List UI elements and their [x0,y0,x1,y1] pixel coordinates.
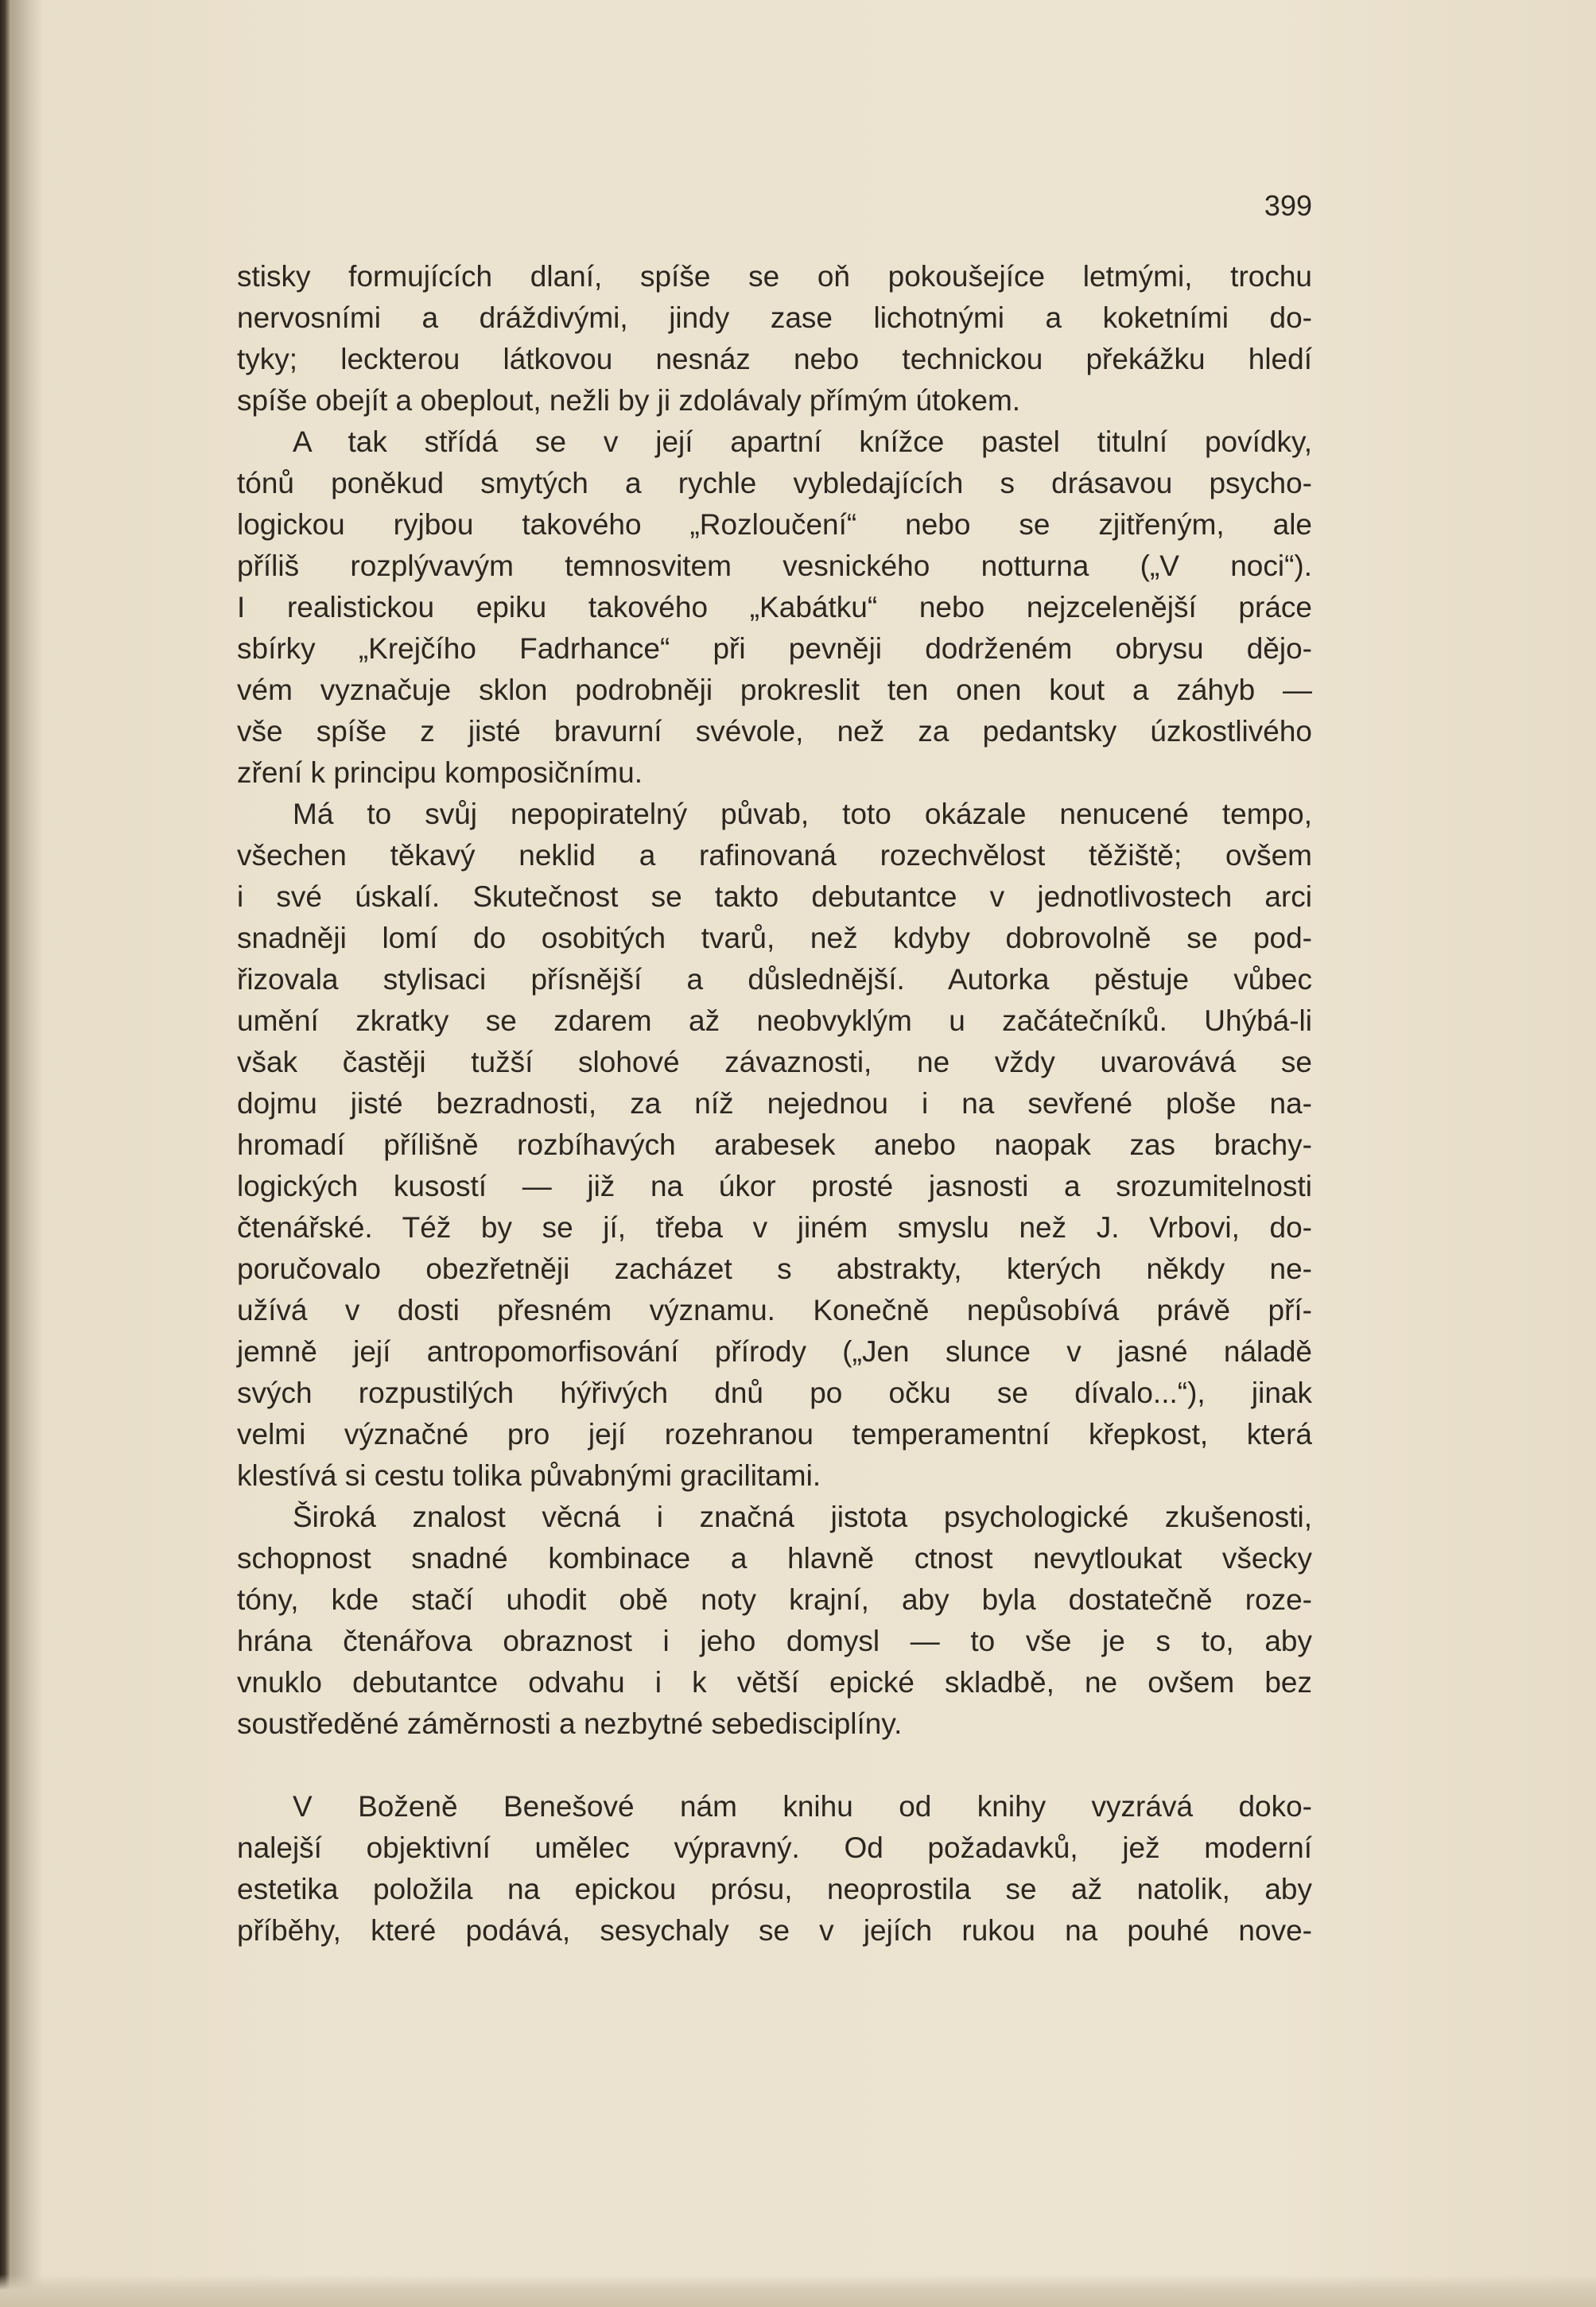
text-line: hromadí přílišně rozbíhavých arabesek anebo naopak zas brachy- [237,1128,1312,1161]
text-line: soustředěné záměrnosti a nezbytné sebedisciplíny. [237,1707,903,1740]
text-line: A tak střídá se v její apartní knížce pastel titulní povídky, [293,425,1312,458]
text-line: tyky; leckterou látkovou nesnáz nebo technickou překážku hledí [237,343,1312,375]
text-line: hrána čtenářova obraznost i jeho domysl — to vše je s to, aby [237,1625,1312,1657]
text-line: dojmu jisté bezradnosti, za níž nejednou i na sevřené ploše na- [237,1087,1312,1120]
text-line: snadněji lomí do osobitých tvarů, než kdyby dobrovolně se pod- [237,922,1312,954]
text-line: umění zkratky se zdarem až neobvyklým u začátečníků. Uhýbá-li [237,1004,1312,1037]
text-line: poručovalo obezřetněji zacházet s abstrakty, kterých někdy ne- [237,1253,1312,1285]
book-spine-edge [0,0,11,2307]
text-line: vše spíše z jisté bravurní svévole, než za pedantsky úzkostlivého [237,715,1312,748]
text-line: příběhy, které podává, sesychaly se v jejích rukou na pouhé nove- [237,1914,1312,1947]
gutter-shadow [11,0,43,2307]
text-line: svých rozpustilých hýřivých dnů po očku se dívalo...“), jinak [237,1377,1312,1409]
text-line: všechen těkavý neklid a rafinovaná rozechvělost těžiště; ovšem [237,839,1312,872]
text-line: schopnost snadné kombinace a hlavně ctnost nevytloukat všecky [237,1542,1312,1575]
text-line: vnuklo debutantce odvahu i k větší epické skladbě, ne ovšem bez [237,1666,1312,1699]
text-line: čtenářské. Též by se jí, třeba v jiném smyslu než J. Vrbovi, do- [237,1211,1312,1244]
text-line: Široká znalost věcná i značná jistota psychologické zkušenosti, [293,1501,1312,1533]
text-line: klestívá si cestu tolika půvabnými gracilitami. [237,1459,821,1492]
text-line: i své úskalí. Skutečnost se takto debutantce v jednotlivostech arci [237,880,1312,913]
text-line: jemně její antropomorfisování přírody („Jen slunce v jasné náladě [237,1335,1312,1368]
text-line: řizovala stylisaci přísnější a důslednější. Autorka pěstuje vůbec [237,963,1312,996]
text-line: tóny, kde stačí uhodit obě noty krajní, aby byla dostatečně roze- [237,1583,1312,1616]
text-line: Má to svůj nepopiratelný půvab, toto okázale nenucené tempo, [293,798,1312,830]
text-line: vém vyznačuje sklon podrobněji prokreslit ten onen kout a záhyb — [237,674,1312,706]
text-line: nalejší objektivní umělec výpravný. Od požadavků, jež moderní [237,1831,1312,1864]
text-line: užívá v dosti přesném významu. Konečně nepůsobívá právě pří- [237,1294,1312,1326]
text-line: příliš rozplývavým temnosvitem vesnického notturna („V noci“). [237,550,1312,582]
text-line: velmi význačné pro její rozehranou temperamentní křepkost, která [237,1418,1312,1451]
page-number: 399 [1264,189,1312,222]
text-line: zření k principu komposičnímu. [237,756,643,789]
text-line: logických kusostí — již na úkor prosté jasnosti a srozumitelnosti [237,1170,1312,1202]
body-text [237,256,1312,1952]
text-line: stisky formujících dlaní, spíše se oň pokoušejíce letmými, trochu [237,260,1312,293]
section-gap [237,1745,1312,1786]
text-line: sbírky „Krejčího Fadrhance“ při pevněji dodrženém obrysu dějo- [237,632,1312,665]
text-line: tónů poněkud smytých a rychle vybledajících s drásavou psycho- [237,467,1312,499]
text-line: spíše obejít a obeplout, nežli by ji zdolávaly přímým útokem. [237,384,1021,417]
text-line: nervosními a dráždivými, jindy zase lichotnými a koketními do- [237,301,1312,334]
text-line: logickou ryjbou takového „Rozloučení“ nebo se zjitřeným, ale [237,508,1312,541]
page-bottom-edge [0,2274,1596,2307]
text-line: však častěji tužší slohové závaznosti, ne vždy uvarovává se [237,1046,1312,1078]
text-line: I realistickou epiku takového „Kabátku“ nebo nejzcelenější práce [237,591,1312,623]
text-line: V Boženě Benešové nám knihu od knihy vyzrává doko- [293,1790,1312,1823]
text-line: estetika položila na epickou prósu, neoprostila se až natolik, aby [237,1873,1312,1905]
